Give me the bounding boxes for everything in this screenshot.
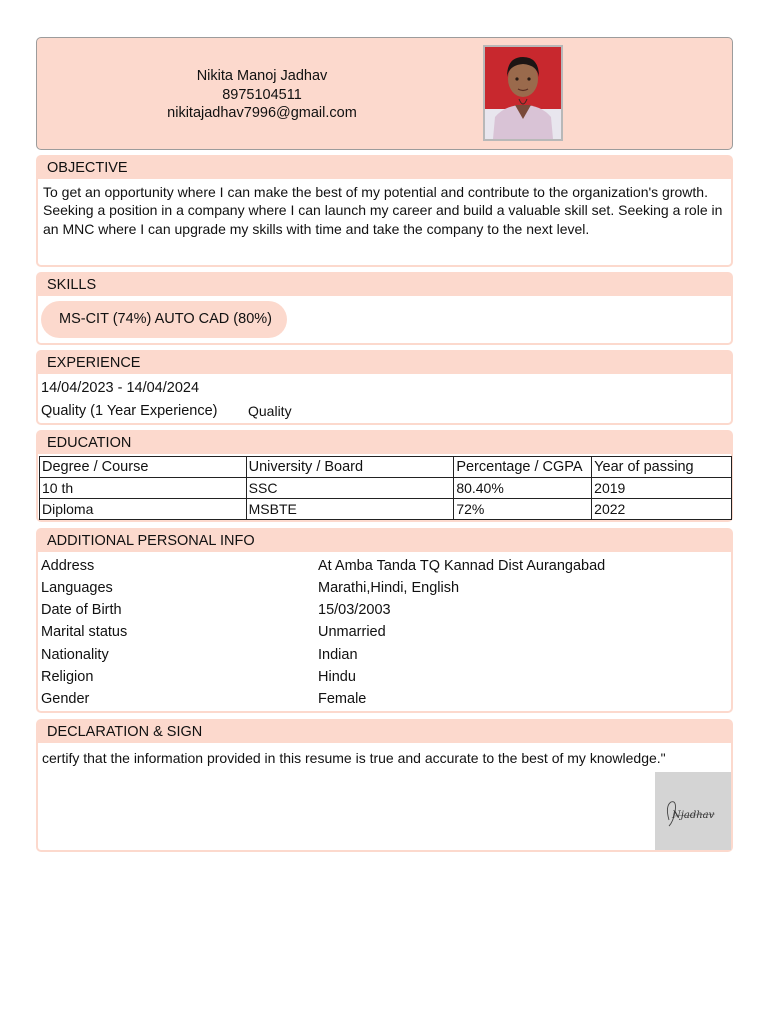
resume-header — [36, 37, 733, 150]
profile-photo — [483, 45, 563, 141]
column-header: Year of passing — [592, 457, 732, 478]
info-value: Unmarried — [318, 624, 386, 640]
signature-image — [655, 772, 731, 850]
education-section — [36, 430, 733, 522]
objective-heading: OBJECTIVE — [38, 157, 731, 179]
education-heading: EDUCATION — [38, 432, 731, 454]
declaration-heading: DECLARATION & SIGN — [38, 721, 731, 743]
declaration-text: certify that the information provided in this resume is true and accurate to the best of my knowledge." — [42, 750, 666, 766]
objective-section — [36, 155, 733, 267]
candidate-name: Nikita Manoj Jadhav — [196, 68, 328, 84]
personal-info-heading: ADDITIONAL PERSONAL INFO — [38, 530, 731, 552]
info-value: 15/03/2003 — [318, 602, 391, 618]
experience-section — [36, 350, 733, 425]
phone-number: 8975104511 — [222, 86, 302, 103]
experience-dates: 14/04/2023 - 14/04/2024 — [41, 380, 200, 396]
info-value: Hindu — [318, 669, 356, 685]
column-header: University / Board — [246, 457, 454, 478]
info-label: Languages — [41, 580, 113, 596]
table-cell: 10 th — [40, 478, 247, 499]
info-value: At Amba Tanda TQ Kannad Dist Aurangabad — [318, 558, 606, 574]
skill-badge: MS-CIT (74%) AUTO CAD (80%) — [41, 301, 287, 338]
skills-heading: SKILLS — [38, 274, 731, 296]
info-label: Nationality — [41, 647, 109, 663]
table-cell: MSBTE — [246, 499, 454, 520]
objective-text: To get an opportunity where I can make the best of my potential and contribute to the organization's growth. Seeking a position in a company where I can launch my career and build a valuable skill set. Seeking a role in an MNC where I can upgrade my skills with time and take the company to the next level. — [43, 184, 723, 237]
table-cell: 2022 — [592, 499, 732, 520]
table-cell: 2019 — [592, 478, 732, 499]
experience-department: Quality — [248, 403, 292, 419]
personal-info-section — [36, 528, 733, 713]
table-cell: Diploma — [40, 499, 247, 520]
info-value: Indian — [318, 647, 358, 663]
declaration-section — [36, 719, 733, 852]
table-cell: SSC — [246, 478, 454, 499]
info-label: Religion — [41, 669, 94, 685]
info-label: Gender — [41, 691, 90, 707]
contact-block — [37, 67, 487, 123]
education-table — [39, 456, 732, 520]
info-label: Marital status — [41, 624, 128, 640]
experience-role: Quality (1 Year Experience) — [41, 403, 218, 419]
info-value: Marathi,Hindi, English — [318, 580, 460, 596]
column-header: Degree / Course — [40, 457, 247, 478]
signature-text: Njadhav — [672, 810, 715, 821]
skills-section — [36, 272, 733, 345]
experience-heading: EXPERIENCE — [38, 352, 731, 374]
info-label: Date of Birth — [41, 602, 122, 618]
table-cell: 80.40% — [454, 478, 592, 499]
table-header-row — [40, 457, 732, 478]
info-value: Female — [318, 691, 367, 707]
table-cell: 72% — [454, 499, 592, 520]
info-label: Address — [41, 558, 95, 574]
email-address: nikitajadhav7996@gmail.com — [167, 105, 357, 121]
column-header: Percentage / CGPA — [454, 457, 592, 478]
table-row — [40, 478, 732, 499]
table-row — [40, 499, 732, 520]
